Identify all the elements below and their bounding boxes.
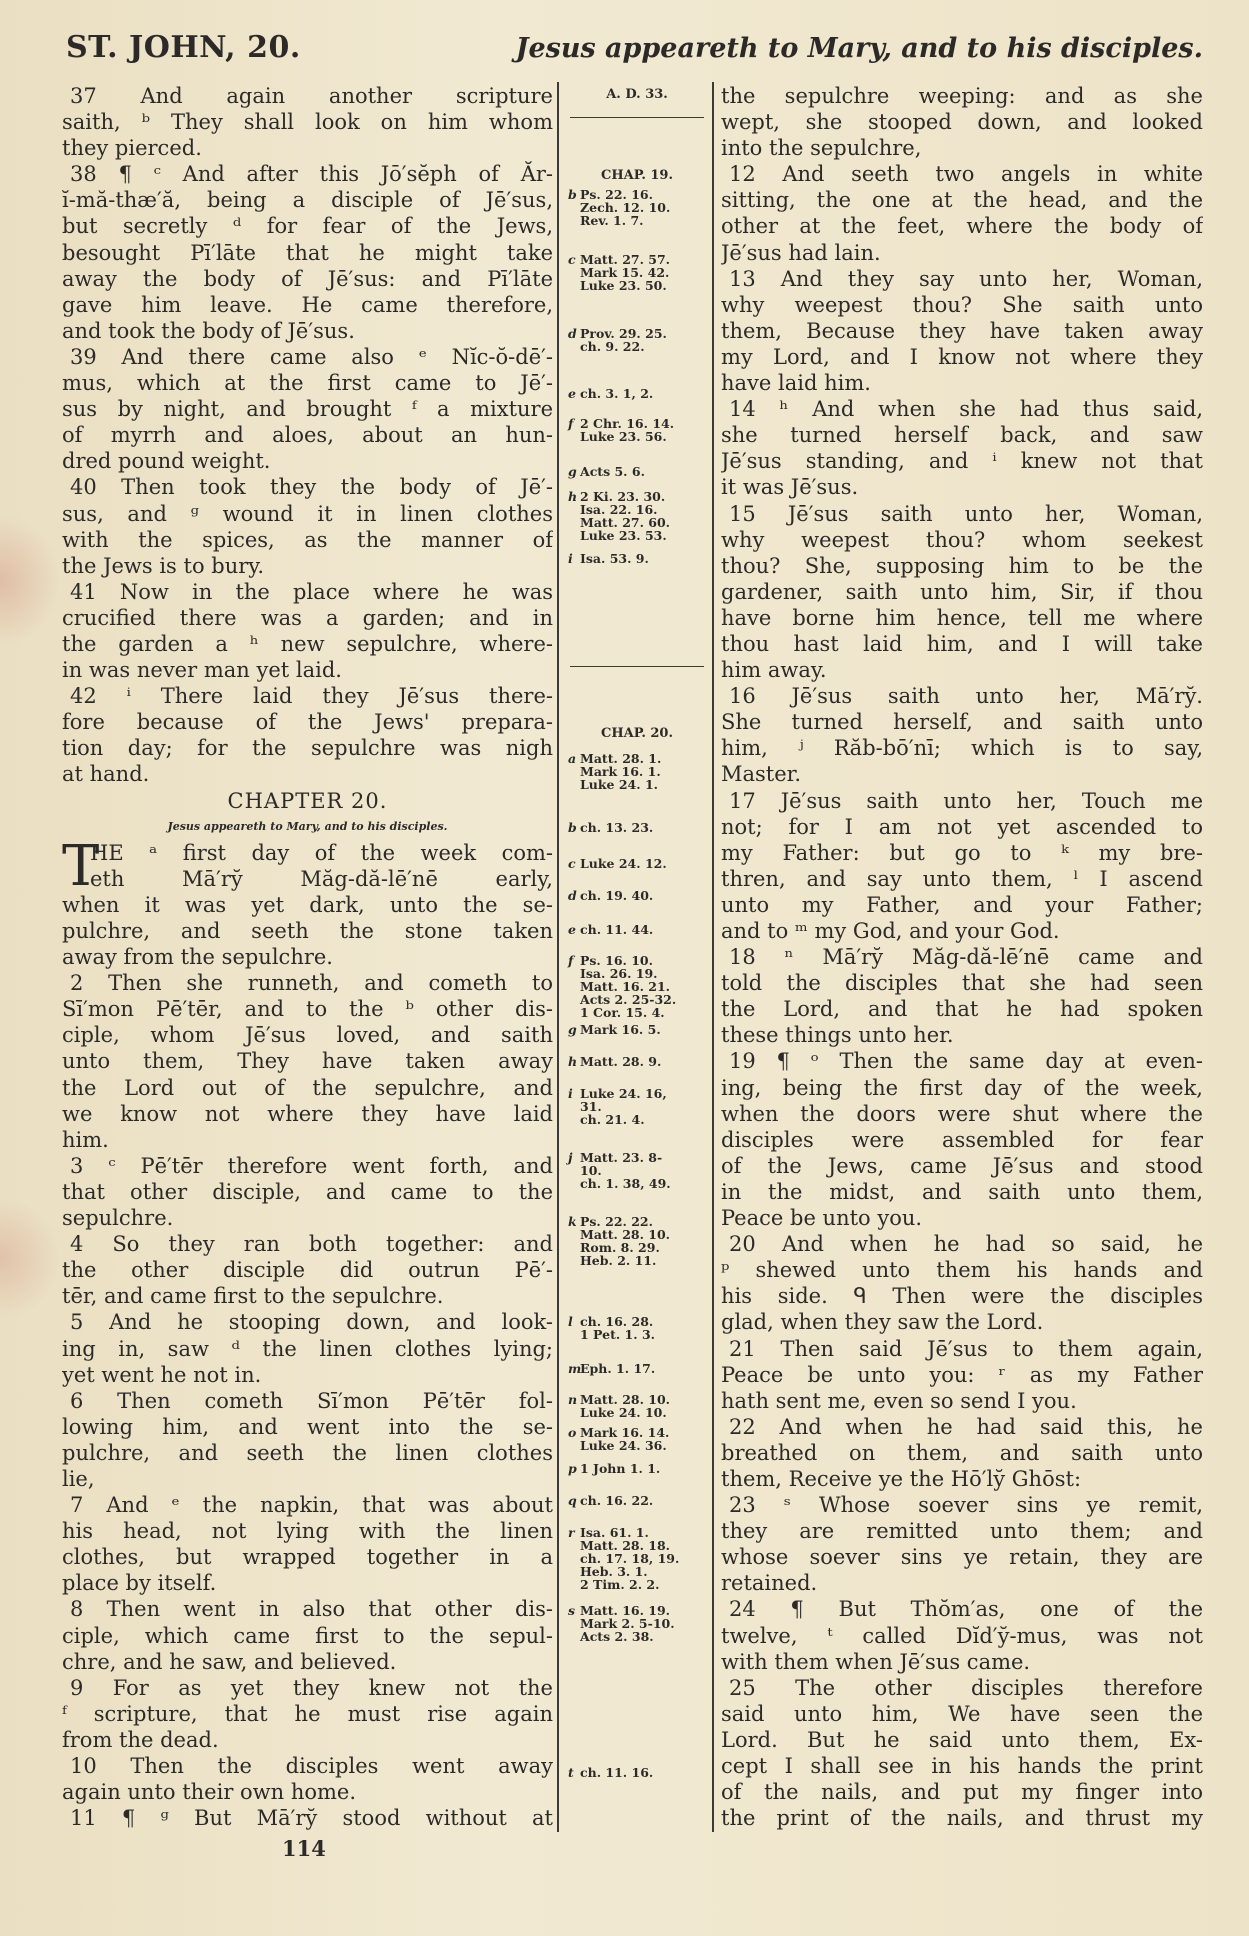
era-label: A. D. 33.: [606, 87, 668, 102]
text-line: disciples were assembled for fear: [721, 1127, 1203, 1152]
text-line: sus by night, and brought ᶠ a mixture: [62, 397, 553, 422]
reference-text: 31.: [580, 1099, 602, 1114]
reference-mark: b: [568, 820, 577, 835]
reference-mark: e: [568, 386, 576, 401]
text-line: with them when Jē′sus came.: [721, 1649, 1031, 1674]
chapter-summary: Jesus appeareth to Mary, and to his disciples.: [167, 819, 448, 833]
text-line: unto them, They have taken away: [62, 1049, 553, 1074]
text-line: sitting, the one at the head, and the: [721, 188, 1203, 213]
text-line: 24 ¶ But Thŏm′as, one of the: [729, 1597, 1203, 1622]
reference-mark: i: [568, 551, 573, 566]
text-line: thou? She, supposing him to be the: [721, 553, 1203, 578]
reference-text: Matt. 16. 19.: [580, 1603, 671, 1618]
text-line: my Father: but go to ᵏ my bre-: [721, 840, 1203, 865]
reference-text: Luke 24. 12.: [580, 856, 667, 871]
cross-reference: [568, 1023, 710, 1036]
text-line: with the spices, as the manner of: [62, 527, 553, 552]
reference-mark: o: [568, 1425, 577, 1440]
cross-reference: [568, 1055, 710, 1068]
text-line: twelve, ᵗ called Dĭd′y̆-mus, was not: [721, 1623, 1203, 1648]
text-line: again unto their own home.: [62, 1780, 357, 1805]
text-line: 41 Now in the place where he was: [70, 579, 553, 604]
text-line: him, ʲ Răb-bō′nī; which is to say,: [721, 736, 1203, 761]
text-line: it was Jē′sus.: [721, 475, 859, 500]
text-line: of the Jews, came Jē′sus and stood: [721, 1153, 1203, 1178]
cross-reference: [568, 1426, 710, 1452]
cross-reference: [568, 327, 710, 353]
cross-reference: [568, 253, 710, 292]
text-line: lie,: [62, 1466, 95, 1491]
text-line: thren, and say unto them, ˡ I ascend: [721, 866, 1203, 891]
text-line: have laid him.: [721, 371, 871, 396]
text-line: hath sent me, even so send I you.: [721, 1388, 1077, 1413]
reference-mark: s: [568, 1603, 576, 1618]
reference-text: Zech. 12. 10.: [580, 200, 671, 215]
text-line: whose soever sins ye retain, they are: [721, 1545, 1203, 1570]
cross-reference: [568, 1151, 710, 1190]
reference-text: Isa. 61. 1.: [580, 1525, 649, 1540]
text-line: Peace be unto you.: [721, 1206, 923, 1231]
reference-text: ch. 13. 23.: [580, 820, 654, 835]
page-number: 114: [282, 1836, 326, 1861]
drop-cap: T: [62, 833, 100, 899]
text-line: told the disciples that she had seen: [721, 971, 1203, 996]
text-line: Lord. But he said unto them, Ex-: [721, 1727, 1203, 1752]
cross-reference: [568, 923, 710, 936]
reference-text: ch. 19. 40.: [580, 888, 654, 903]
reference-text: 2 Tim. 2. 2.: [580, 1577, 660, 1592]
cross-reference: [568, 188, 710, 227]
text-line: She turned herself, and saith unto: [721, 710, 1203, 735]
text-line: thou hast laid him, and I will take: [721, 631, 1203, 656]
text-line: them, Receive ye the Hō′ly̆ Ghōst:: [721, 1466, 1082, 1491]
reference-text: ch. 17. 18, 19.: [580, 1551, 680, 1566]
reference-text: Mark 2. 5-10.: [580, 1616, 675, 1631]
reference-text: Luke 24. 10.: [580, 1405, 667, 1420]
reference-text: Rom. 8. 29.: [580, 1240, 660, 1255]
reference-mark: n: [568, 1392, 578, 1407]
text-line: she turned herself back, and saw: [721, 423, 1203, 448]
text-line: 37 And again another scripture: [70, 84, 553, 108]
reference-text: ch. 3. 1, 2.: [580, 386, 654, 401]
cross-reference: [568, 954, 710, 1019]
text-line: tēr, and came first to the sepulchre.: [62, 1284, 444, 1309]
cross-reference: [568, 465, 710, 478]
cross-reference: [568, 857, 710, 870]
reference-mark: f: [568, 416, 574, 431]
column-divider-left: [557, 82, 559, 1832]
reference-text: Rev. 1. 7.: [580, 213, 644, 228]
text-line: ĭ-mă-thæ′ă, being a disciple of Jē′sus,: [62, 188, 553, 213]
text-line: ing, being the first day of the week,: [721, 1075, 1203, 1100]
reference-mark: l: [568, 1314, 573, 1329]
text-line: clothes, but wrapped together in a: [62, 1545, 553, 1570]
reference-text: 2 Chr. 16. 14.: [580, 416, 675, 431]
text-line: his side. ᑫ Then were the disciples: [721, 1284, 1203, 1309]
reference-mark: q: [568, 1493, 577, 1508]
reference-mark: g: [568, 464, 577, 479]
reference-text: Mark 15. 42.: [580, 265, 670, 280]
reference-text: 1 Pet. 1. 3.: [580, 1327, 655, 1342]
reference-text: ch. 21. 4.: [580, 1112, 645, 1127]
running-head-book: ST. JOHN, 20.: [66, 30, 301, 65]
text-line: that other disciple, and came to the: [62, 1179, 553, 1204]
cross-reference: [568, 752, 710, 791]
reference-mark: i: [568, 1086, 573, 1101]
text-line: 6 Then cometh Sī′mon Pē′tēr fol-: [70, 1388, 553, 1413]
reference-text: Matt. 28. 18.: [580, 1538, 671, 1553]
text-line: these things unto her.: [721, 1023, 954, 1048]
text-line: ᵖ shewed unto them his hands and: [721, 1258, 1203, 1283]
cross-reference: [568, 490, 710, 542]
text-line: retained.: [721, 1571, 818, 1596]
text-line: chre, and he saw, and believed.: [62, 1649, 397, 1674]
text-line: ing in, saw ᵈ the linen clothes lying;: [62, 1336, 553, 1361]
reference-text: Luke 24. 16,: [580, 1086, 667, 1101]
text-line: 14 ʰ And when she had thus said,: [729, 397, 1203, 422]
cross-reference: [568, 889, 710, 902]
era-rule: [570, 117, 704, 118]
reference-text: Isa. 53. 9.: [580, 551, 649, 566]
reference-mark: d: [568, 888, 577, 903]
cross-reference: [568, 387, 710, 400]
text-line: 3 ᶜ Pē′tēr therefore went forth, and: [70, 1153, 553, 1178]
text-line: saith, ᵇ They shall look on him whom: [62, 110, 553, 135]
text-line: HE ᵃ first day of the week com-: [90, 840, 553, 865]
text-line: 21 Then said Jē′sus to them again,: [729, 1336, 1203, 1361]
refs-chapter-19-title: CHAP. 19.: [600, 168, 673, 183]
text-line: said unto him, We have seen the: [721, 1701, 1203, 1726]
cross-reference: [568, 1766, 710, 1779]
text-line: in the midst, and saith unto them,: [721, 1179, 1203, 1204]
text-line: the Lord out of the sepulchre, and: [62, 1075, 553, 1100]
text-line: my Lord, and I know not where they: [721, 344, 1203, 369]
reference-mark: p: [568, 1461, 577, 1476]
text-line: at hand.: [62, 762, 150, 787]
cross-reference: [568, 1462, 710, 1475]
reference-text: Isa. 26. 19.: [580, 966, 658, 981]
text-line: dred pound weight.: [62, 449, 271, 474]
cross-reference: [568, 552, 710, 565]
text-line: why weepest thou? She saith unto: [721, 292, 1203, 317]
reference-text: ch. 1. 38, 49.: [580, 1176, 671, 1191]
reference-text: ch. 16. 22.: [580, 1493, 654, 1508]
text-line: and to ᵐ my God, and your God.: [721, 919, 1060, 943]
text-line: 2 Then she runneth, and cometh to: [70, 971, 553, 996]
running-head-summary: Jesus appeareth to Mary, and to his disciples.: [515, 33, 1203, 64]
text-line: ciple, whom Jē′sus loved, and saith: [62, 1023, 553, 1048]
text-line: 39 And there came also ᵉ Nĭc-ŏ-dē′-: [70, 344, 553, 369]
text-line: 13 And they say unto her, Woman,: [729, 266, 1203, 291]
reference-text: Acts 2. 25-32.: [580, 992, 677, 1007]
text-line: of myrrh and aloes, about an hun-: [62, 423, 553, 448]
cross-reference: [568, 1362, 710, 1375]
text-line: 15 Jē′sus saith unto her, Woman,: [729, 501, 1203, 526]
reference-text: Ps. 22. 16.: [580, 187, 653, 202]
text-line: Jē′sus standing, and ⁱ knew not that: [721, 449, 1203, 474]
text-line: 7 And ᵉ the napkin, that was about: [70, 1493, 553, 1518]
text-line: him away.: [721, 658, 827, 683]
reference-mark: f: [568, 953, 574, 968]
text-line: gardener, saith unto him, Sir, if thou: [721, 579, 1203, 604]
reference-text: Mark 16. 1.: [580, 764, 661, 779]
reference-mark: c: [568, 252, 576, 267]
reference-text: Luke 23. 53.: [580, 528, 667, 543]
text-line: the other disciple did outrun Pē′-: [62, 1258, 553, 1283]
text-line: sepulchre.: [62, 1206, 174, 1231]
reference-text: Luke 24. 1.: [580, 777, 658, 792]
text-line: ᶠ scripture, that he must rise again: [62, 1701, 553, 1726]
reference-mark: j: [568, 1150, 573, 1165]
reference-text: Mark 16. 14.: [580, 1425, 670, 1440]
reference-text: Matt. 16. 21.: [580, 979, 671, 994]
text-line: 25 The other disciples therefore: [729, 1675, 1203, 1700]
text-line: tion day; for the sepulchre was nigh: [62, 736, 553, 761]
text-line: 10 Then the disciples went away: [70, 1754, 553, 1778]
text-line: not; for I am not yet ascended to: [721, 814, 1203, 839]
reference-text: Matt. 27. 57.: [580, 252, 671, 267]
reference-text: 10.: [580, 1163, 602, 1178]
reference-text: Luke 24. 36.: [580, 1438, 667, 1453]
text-line: the garden a ʰ new sepulchre, where-: [62, 631, 553, 656]
cross-reference: [568, 1087, 710, 1126]
reference-text: ch. 9. 22.: [580, 339, 645, 354]
cross-reference: [568, 821, 710, 834]
text-line: the Jews is to bury.: [62, 553, 265, 578]
reference-text: Luke 23. 50.: [580, 278, 667, 293]
reference-text: Prov. 29. 25.: [580, 326, 667, 341]
text-line: Sī′mon Pē′tēr, and to the ᵇ other dis-: [62, 997, 553, 1022]
text-line: when it was yet dark, unto the se-: [62, 892, 553, 917]
cross-reference: [568, 1494, 710, 1507]
reference-mark: b: [568, 187, 577, 202]
reference-text: Acts 2. 38.: [580, 1629, 654, 1644]
reference-mark: a: [568, 751, 577, 766]
text-line: they are remitted unto them; and: [721, 1519, 1203, 1544]
text-line: why weepest thou? whom seekest: [721, 527, 1203, 552]
text-line: sus, and ᵍ wound it in linen clothes: [62, 501, 553, 526]
text-line: into the sepulchre,: [721, 136, 922, 161]
reference-text: Matt. 28. 1.: [580, 751, 662, 766]
reference-mark: t: [568, 1765, 574, 1780]
text-line: 18 ⁿ Mā′ry̆ Măg-dă-lē′nē came and: [729, 945, 1203, 970]
reference-text: Luke 23. 56.: [580, 429, 667, 444]
right-text-column: [721, 83, 1203, 1831]
text-line: yet went he not in.: [62, 1362, 262, 1387]
text-line: cept I shall see in his hands the print: [721, 1754, 1203, 1778]
text-line: other at the feet, where the body of: [721, 214, 1203, 239]
reference-text: ch. 11. 16.: [580, 1765, 654, 1780]
chapter-heading: CHAPTER 20.: [227, 788, 388, 813]
text-line: they pierced.: [62, 136, 202, 161]
text-line: glad, when they saw the Lord.: [721, 1310, 1044, 1335]
reference-text: Heb. 3. 1.: [580, 1564, 648, 1579]
reference-mark: c: [568, 856, 576, 871]
cross-reference: [568, 1393, 710, 1419]
refs-chapter-20-title: CHAP. 20.: [600, 726, 673, 741]
reference-text: Matt. 28. 10.: [580, 1392, 671, 1407]
reference-text: 1 Cor. 15. 4.: [580, 1005, 665, 1020]
text-line: pulchre, and seeth the stone taken: [62, 919, 553, 943]
text-line: and took the body of Jē′sus.: [62, 318, 355, 343]
text-line: him.: [62, 1127, 109, 1152]
text-line: gave him leave. He came therefore,: [62, 292, 553, 317]
reference-mark: r: [568, 1525, 575, 1540]
text-line: when the doors were shut where the: [721, 1101, 1203, 1126]
left-text-column: [62, 83, 553, 1831]
reference-text: 1 John 1. 1.: [580, 1461, 661, 1476]
reference-text: Matt. 27. 60.: [580, 515, 671, 530]
text-line: in was never man yet laid.: [62, 658, 342, 683]
cross-reference: [568, 417, 710, 443]
text-line: 23 ˢ Whose soever sins ye remit,: [729, 1493, 1203, 1518]
text-line: 22 And when he had said this, he: [729, 1414, 1203, 1439]
text-line: 40 Then took they the body of Jē′-: [70, 475, 553, 500]
reference-text: Isa. 22. 16.: [580, 502, 658, 517]
cross-reference: [568, 1215, 710, 1267]
reference-text: Matt. 28. 10.: [580, 1227, 671, 1242]
reference-text: Matt. 23. 8-: [580, 1150, 663, 1165]
cross-reference: [568, 1604, 710, 1643]
text-line: the Lord, and that he had spoken: [721, 997, 1203, 1022]
text-line: the sepulchre weeping: and as she: [721, 84, 1203, 108]
reference-text: Acts 5. 6.: [580, 464, 645, 479]
text-line: the print of the nails, and thrust my: [721, 1806, 1203, 1831]
text-line: away the body of Jē′sus: and Pī′lāte: [62, 266, 553, 291]
text-line: them, Because they have taken away: [721, 318, 1203, 343]
text-line: 19 ¶ ᵒ Then the same day at even-: [729, 1049, 1203, 1074]
text-line: 20 And when he had so said, he: [729, 1232, 1203, 1257]
text-line: 5 And he stooping down, and look-: [70, 1310, 553, 1335]
reference-text: Heb. 2. 11.: [580, 1253, 657, 1268]
reference-mark: g: [568, 1022, 577, 1037]
reference-text: Mark 16. 5.: [580, 1022, 661, 1037]
text-line: 8 Then went in also that other dis-: [70, 1597, 553, 1622]
reference-mark: h: [568, 1054, 578, 1069]
reference-mark: e: [568, 922, 576, 937]
text-line: place by itself.: [62, 1571, 217, 1596]
text-line: breathed on them, and saith unto: [721, 1440, 1203, 1465]
text-line: 17 Jē′sus saith unto her, Touch me: [729, 788, 1203, 813]
text-line: mus, which at the first came to Jē′-: [62, 371, 553, 396]
reference-mark: d: [568, 326, 577, 341]
reference-text: Matt. 28. 9.: [580, 1054, 662, 1069]
text-line: but secretly ᵈ for fear of the Jews,: [62, 214, 553, 239]
column-divider-right: [712, 82, 714, 1832]
reference-mark: k: [568, 1214, 577, 1229]
text-line: ciple, which came first to the sepul-: [62, 1623, 553, 1648]
reference-mark: m: [568, 1361, 582, 1376]
text-line: 4 So they ran both together: and: [70, 1232, 553, 1257]
reference-text: ch. 11. 44.: [580, 922, 654, 937]
text-line: 42 ⁱ There laid they Jē′sus there-: [70, 684, 553, 709]
text-line: pulchre, and seeth the linen clothes: [62, 1440, 553, 1465]
text-line: 16 Jē′sus saith unto her, Mā′ry̆.: [729, 684, 1203, 709]
text-line: of the nails, and put my finger into: [721, 1780, 1203, 1805]
reference-mark: h: [568, 489, 578, 504]
text-line: we know not where they have laid: [62, 1101, 553, 1126]
reference-text: ch. 16. 28.: [580, 1314, 654, 1329]
reference-text: Ps. 16. 10.: [580, 953, 653, 968]
text-line: 38 ¶ ᶜ And after this Jō′sĕph of Ăr-: [70, 162, 553, 187]
text-line: 12 And seeth two angels in white: [729, 162, 1203, 187]
text-line: Peace be unto you: ʳ as my Father: [721, 1362, 1203, 1387]
text-line: have borne him hence, tell me where: [721, 605, 1203, 630]
cross-reference: [568, 1526, 710, 1591]
reference-text: Ps. 22. 22.: [580, 1214, 653, 1229]
text-line: eth Mā′ry̆ Măg-dă-lē′nē early,: [90, 866, 553, 891]
chapter-separator: [570, 666, 704, 667]
cross-reference: [568, 1315, 710, 1341]
text-line: besought Pī′lāte that he might take: [62, 240, 553, 265]
text-line: 11 ¶ ᵍ But Mā′ry̆ stood without at: [70, 1806, 553, 1831]
reference-text: 2 Ki. 23. 30.: [580, 489, 666, 504]
text-line: fore because of the Jews' prepara-: [62, 710, 553, 735]
text-line: 9 For as yet they knew not the: [70, 1675, 553, 1700]
text-line: from the dead.: [62, 1727, 219, 1752]
text-line: wept, she stooped down, and looked: [721, 110, 1203, 135]
text-line: Jē′sus had lain.: [721, 240, 881, 265]
text-line: crucified there was a garden; and in: [62, 605, 553, 630]
text-line: his head, not lying with the linen: [62, 1519, 553, 1544]
text-line: lowing him, and went into the se-: [62, 1414, 553, 1439]
text-line: away from the sepulchre.: [62, 945, 333, 970]
text-line: Master.: [721, 762, 802, 787]
reference-text: Eph. 1. 17.: [580, 1361, 656, 1376]
text-line: unto my Father, and your Father;: [721, 892, 1203, 917]
